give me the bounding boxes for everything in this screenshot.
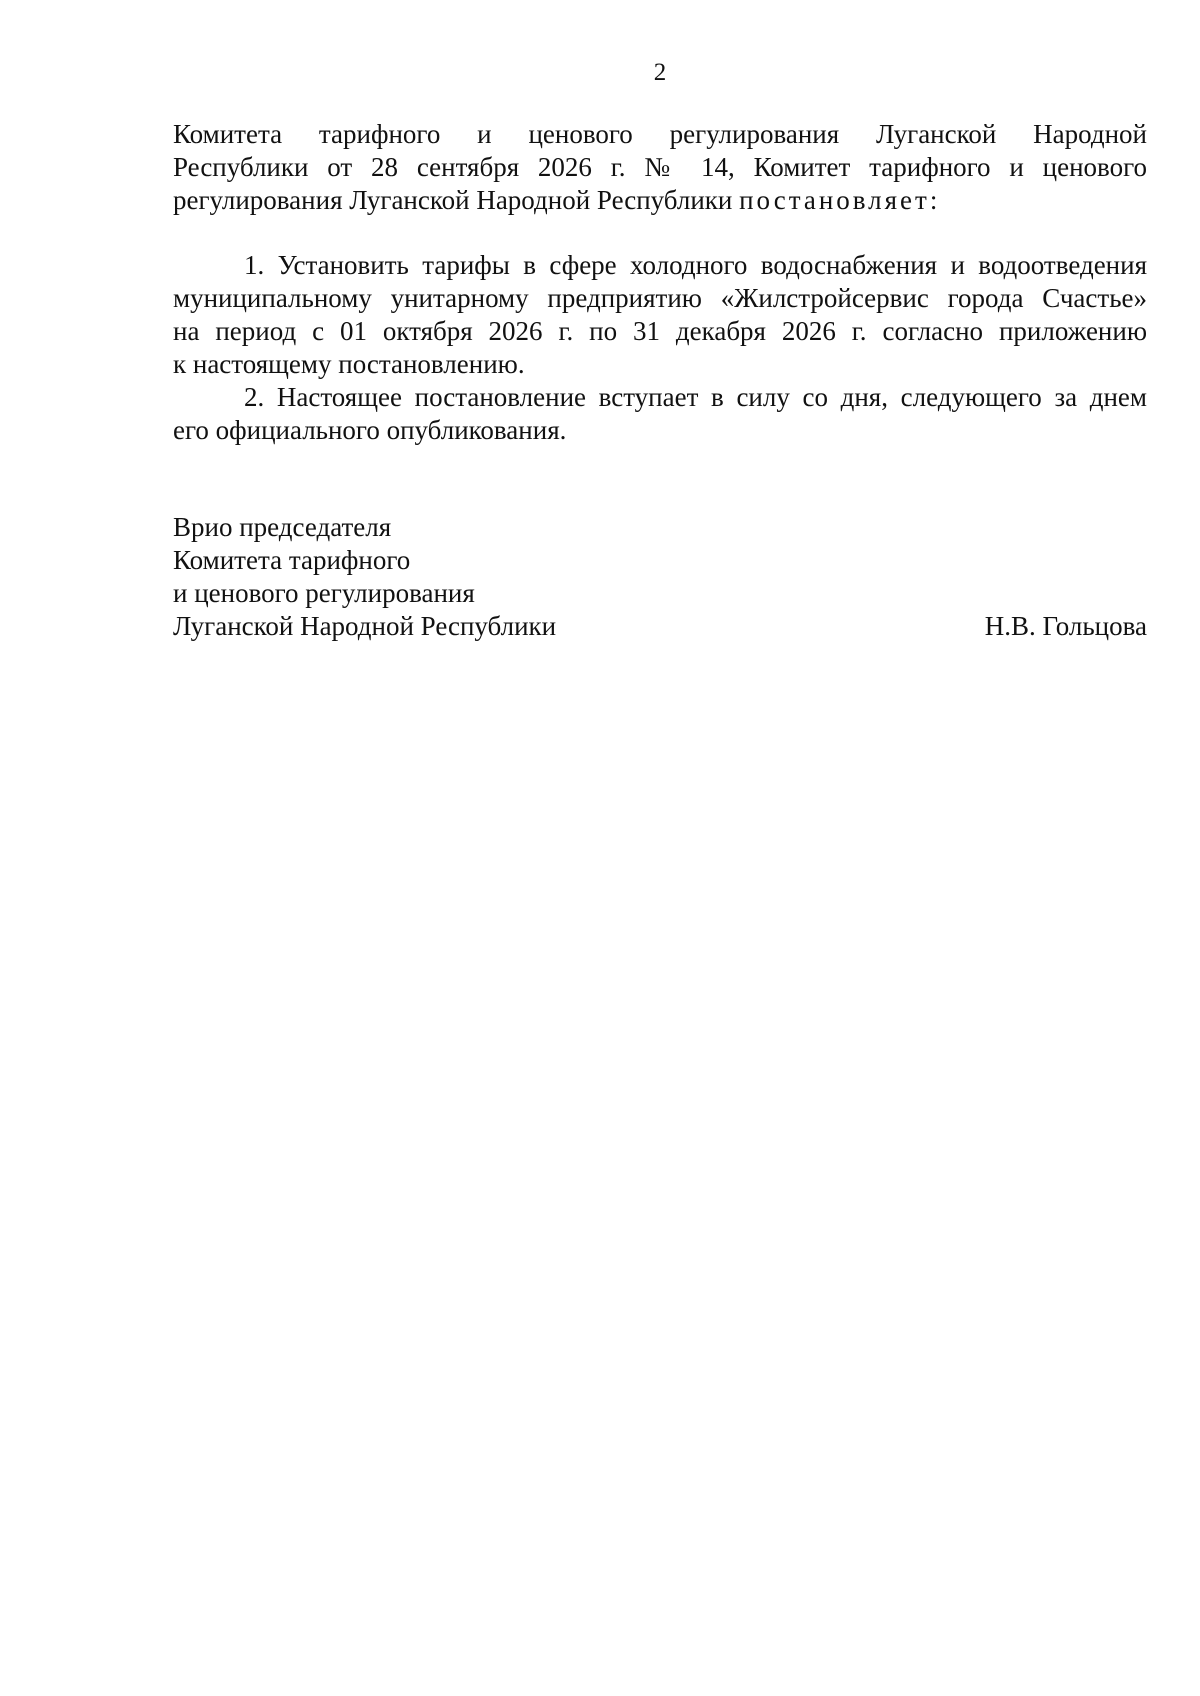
item-line: к настоящему постановлению. <box>173 349 525 379</box>
intro-line <box>173 184 1147 217</box>
intro-line-text: регулирования Луганской Народной Республики <box>173 185 740 215</box>
resolution-items <box>173 249 1147 447</box>
resolution-item-1 <box>173 249 1147 381</box>
page-number: 2 <box>653 59 667 86</box>
signatory-title-line: Комитета тарифного <box>173 545 411 575</box>
signatory-title-line: Луганской Народной Республики <box>173 611 557 641</box>
intro-line: Республики от 28 сентября 2026 г. № 14, Комитет тарифного и ценового <box>173 152 1147 182</box>
item-line: его официального опубликования. <box>173 415 567 445</box>
signature-block <box>173 511 1147 643</box>
resolution-keyword: постановляет: <box>739 185 941 215</box>
item-line: на период с 01 октября 2026 г. по 31 декабря 2026 г. согласно приложению <box>173 316 1147 346</box>
item-line: 2. Настоящее постановление вступает в силу со дня, следующего за днем <box>244 382 1147 412</box>
item-line: 1. Установить тарифы в сфере холодного водоснабжения и водоотведения <box>244 250 1147 280</box>
signatory-name: Н.В. Гольцова <box>984 611 1147 641</box>
signatory-title-line: Врио председателя <box>173 512 392 542</box>
intro-paragraph <box>173 118 1147 217</box>
resolution-item-2 <box>173 381 1147 447</box>
intro-line: Комитета тарифного и ценового регулирования Луганской Народной <box>173 119 1147 149</box>
signatory-title-line: и ценового регулирования <box>173 578 475 608</box>
item-line: муниципальному унитарному предприятию «Жилстройсервис города Счастье» <box>173 283 1147 313</box>
